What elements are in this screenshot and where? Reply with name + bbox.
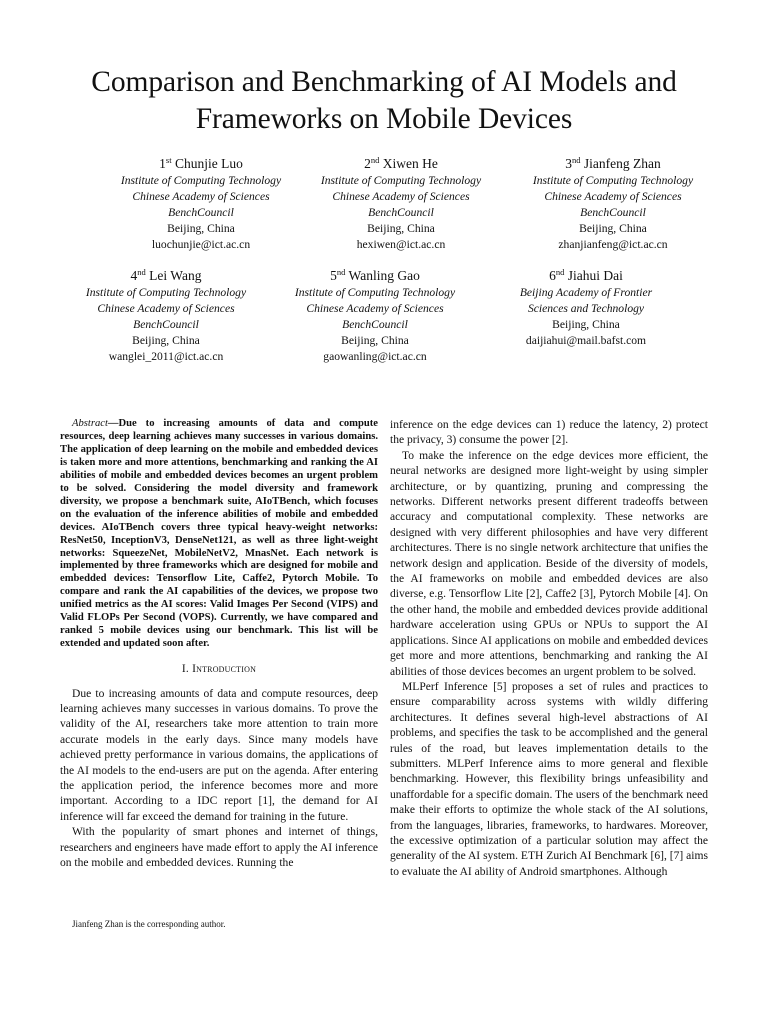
author-location: Beijing, China [552, 318, 620, 331]
author-affiliation: Chinese Academy of Sciences [132, 190, 270, 203]
author-email: hexiwen@ict.ac.cn [356, 238, 446, 251]
author-email: luochunjie@ict.ac.cn [151, 238, 251, 251]
abstract-label: Abstract [72, 418, 108, 429]
author-block-3 [498, 154, 728, 253]
author-affiliation: Institute of Computing Technology [320, 174, 482, 187]
author-affiliation: BenchCouncil [580, 206, 646, 219]
author-affiliation: Chinese Academy of Sciences [306, 302, 444, 315]
section-heading: I. Introduction [181, 663, 257, 676]
author-name: 5nd Wanling Gao [330, 267, 420, 283]
author-name: 2nd Xiwen He [364, 155, 438, 171]
author-block-1 [86, 154, 316, 253]
author-name: 1st Chunjie Luo [159, 155, 243, 171]
paper-title: Comparison and Benchmarking of AI Models and Frameworks on Mobile Devices [91, 66, 677, 135]
author-email: zhanjianfeng@ict.ac.cn [558, 238, 668, 251]
author-affiliation: Beijing Academy of Frontier [519, 286, 653, 299]
body-paragraph: To make the inference on the edge devices more efficient, the neural networks are designed more light-weight by using simpler architecture, or by quantizing, pruning and compressing the networks. Different networks present different tradeoffs between accuracy and computational complexity. These networks are designed with very different philosophies and have very different architectures. There is no single network architecture that unifies the network design and application. Beside of the diversity of models, the AI frameworks on mobile and embedded devices are also diverse, e.g. Tensorflow Lite [2], Caffe2 [3], Pytorch Mobile [4]. On the other hand, the mobile and embedded devices provide additional hardware acceleration using GPUs or NPUs to support the AI applications. Since AI applications on mobile and embedded devices get more and more attentions, benchmarking and ranking the AI abilities of those devices becomes an urgent problem to be solved. [390, 449, 708, 678]
author-affiliation: BenchCouncil [368, 206, 434, 219]
abstract-text: —Due to increasing amounts of data and compute resources, deep learning achieves many successes in various domains. The application of deep learning on the mobile and embedded devices is taken more and more attentions, benchmarking and ranking the AI abilities of mobile and embedded devices becomes an urgent problem to be solved. Considering the model diversity and framework diversity, we propose a benchmark suite, AIoTBench, which focuses on the evaluation of the inference abilities of mobile and embedded devices. AIoTBench covers three typical heavy-weight networks: ResNet50, InceptionV3, DenseNet121, as well as three light-weight networks: SqueezeNet, MobileNetV2, MnasNet. Each network is implemented by three frameworks which are designed for mobile and embedded devices: Tensorflow Lite, Caffe2, Pytorch Mobile. To compare and rank the AI capabilities of the devices, we propose two unified metrics as the AI scores: Valid Images Per Second (VIPS) and Valid FLOPs Per Second (VOPS). Currently, we have compared and ranked 5 mobile devices using our benchmark. This list will be extended and updated soon after. [60, 418, 378, 650]
footnote: Jianfeng Zhan is the corresponding author. [72, 919, 226, 929]
author-location: Beijing, China [341, 334, 409, 347]
author-name: 6nd Jiahui Dai [549, 267, 623, 283]
author-email: daijiahui@mail.bafst.com [525, 334, 647, 347]
author-affiliation: Sciences and Technology [527, 302, 645, 315]
author-location: Beijing, China [579, 222, 647, 235]
author-affiliation: BenchCouncil [342, 318, 408, 331]
abstract [60, 418, 378, 651]
author-block-4 [51, 266, 281, 365]
body-paragraph: MLPerf Inference [5] proposes a set of rules and practices to ensure comparability across systems with wildly differing architectures. It defines several high-level abstractions of AI problems, and specifies the task to be accomplished and the general rules of the road, but leaves implementation details to the submitters. MLPerf Inference aims to more general and flexible benchmarking. However, this flexibility brings unfeasibility and unaffordable for a specific domain. The users of the benchmark need make their efforts to optimize the whole stack of the AI solutions, from the languages, libraries, frameworks, to hardwares. Moreover, the excessive optimization of a particular solution may affect the generality of the AI system. ETH Zurich AI Benchmark [6], [7] aims to evaluate the AI ability of Android smartphones. Although [390, 680, 708, 878]
author-block-2 [286, 154, 516, 253]
author-affiliation: Chinese Academy of Sciences [332, 190, 470, 203]
body-paragraph: With the popularity of smart phones and internet of things, researchers and engineers have made effort to apply the AI inference on the mobile and embedded devices. Running the [60, 826, 378, 870]
author-affiliation: Institute of Computing Technology [294, 286, 456, 299]
author-affiliation: Institute of Computing Technology [85, 286, 247, 299]
author-block-6 [471, 266, 701, 349]
right-column [390, 418, 708, 880]
author-location: Beijing, China [167, 222, 235, 235]
author-affiliation: Chinese Academy of Sciences [544, 190, 682, 203]
author-affiliation: Chinese Academy of Sciences [97, 302, 235, 315]
author-affiliation: Institute of Computing Technology [120, 174, 282, 187]
author-affiliation: BenchCouncil [133, 318, 199, 331]
author-location: Beijing, China [132, 334, 200, 347]
author-affiliation: BenchCouncil [168, 206, 234, 219]
left-column [60, 418, 378, 871]
author-name: 3nd Jianfeng Zhan [565, 155, 661, 171]
body-paragraph: inference on the edge devices can 1) reduce the latency, 2) protect the privacy, 3) consume the power [2]. [390, 419, 708, 447]
author-affiliation: Institute of Computing Technology [532, 174, 694, 187]
author-location: Beijing, China [367, 222, 435, 235]
author-email: gaowanling@ict.ac.cn [323, 350, 427, 363]
body-paragraph: Due to increasing amounts of data and compute resources, deep learning achieves many successes in various domains. To prove the validity of the AI, researchers take more attention to train more accurate models in the early days. Since many models have achieved pretty performance in various domains, the applications of the AI models to the end-users are put on the agenda. After entering the application period, the inference becomes more and more important. According to a IDC report [1], the demand for AI inference will far exceed the demand for training in the future. [60, 687, 378, 823]
author-name: 4nd Lei Wang [130, 267, 202, 283]
author-block-5 [260, 266, 490, 365]
author-email: wanglei_2011@ict.ac.cn [108, 350, 224, 363]
